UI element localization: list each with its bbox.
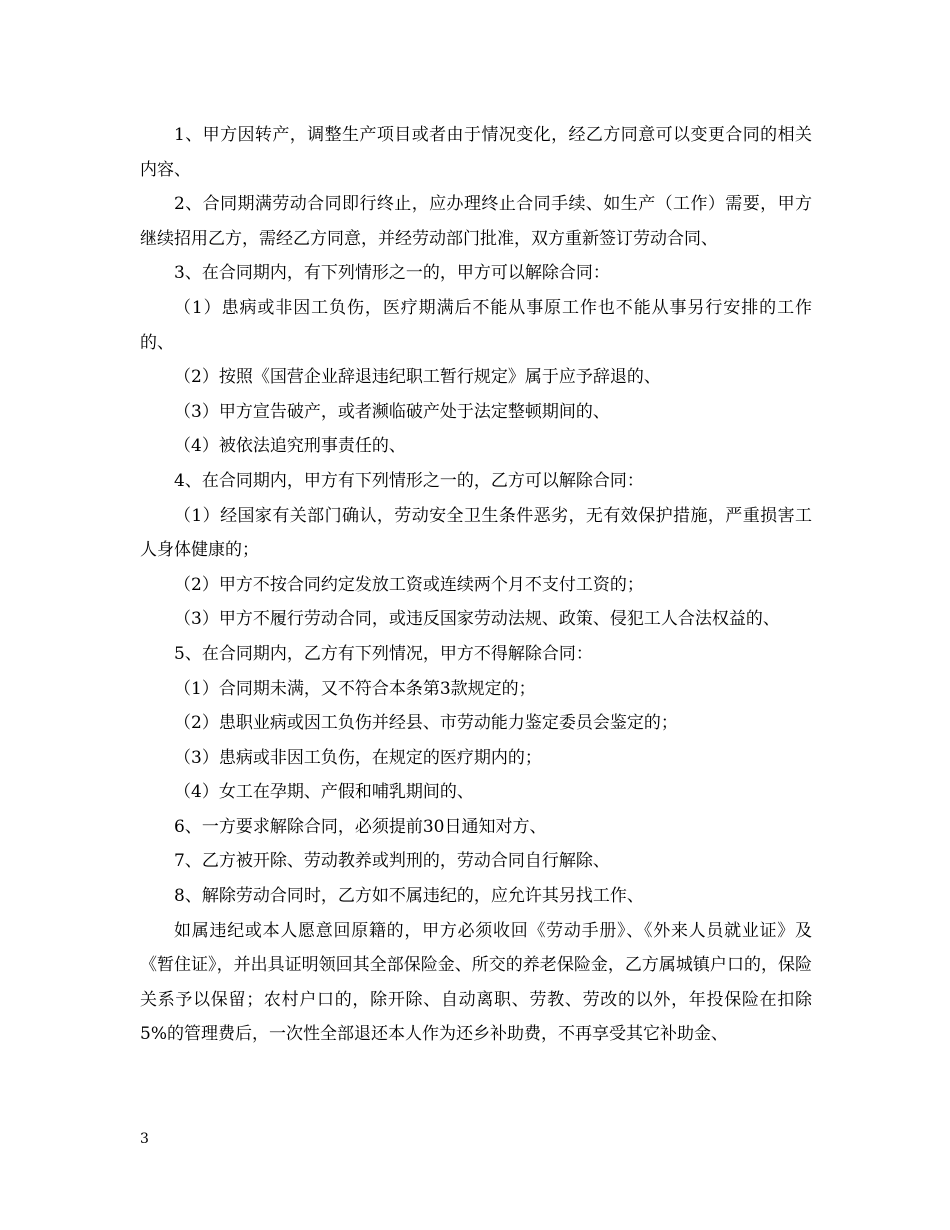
clause-3-item-2: （2）按照《国营企业辞退违纪职工暂行规定》属于应予辞退的、: [174, 367, 661, 388]
clause-2-paragraph: 2、合同期满劳动合同即行终止，应办理终止合同手续、如生产（工作）需要，甲方继续招用乙方，需经乙方同意，并经劳动部门批准，双方重新签订劳动合同、: [140, 194, 812, 249]
clause-5-item-1: （1）合同期未满，又不符合本条第3款规定的；: [174, 678, 536, 699]
violation-paragraph: 如属违纪或本人愿意回原籍的，甲方必须收回《劳动手册》、《外来人员就业证》及《暂住证》，并出具证明领回其全部保险金、所交的养老保险金，乙方属城镇户口的，保险关系予以保留；农村户口的，除开除、自动离职、劳教、劳改的以外，年投保险在扣除5%的管理费后，一次性全部退还本人作为还乡补助费，不再享受其它补助金、: [140, 920, 812, 1045]
clause-3-item-4: （4）被依法追究刑事责任的、: [174, 436, 406, 457]
clause-4-item-1: （1）经国家有关部门确认，劳动安全卫生条件恶劣，无有效保护措施，严重损害工人身体健康的；: [140, 505, 812, 561]
clause-8-paragraph: 8、解除劳动合同时，乙方如不属违纪的，应允许其另找工作、: [174, 886, 644, 907]
clause-4-item-2: （2）甲方不按合同约定发放工资或连续两个月不支付工资的；: [174, 574, 644, 595]
clause-5-paragraph: 5、在合同期内，乙方有下列情况，甲方不得解除合同：: [174, 643, 593, 664]
clause-4-paragraph: 4、在合同期内，甲方有下列情形之一的，乙方可以解除合同：: [174, 470, 644, 491]
clause-7-paragraph: 7、乙方被开除、劳动教养或判刑的，劳动合同自行解除、: [174, 851, 610, 872]
clause-5-item-4: （4）女工在孕期、产假和哺乳期间的、: [174, 782, 474, 803]
clause-3-item-1: （1）患病或非因工负伤，医疗期满后不能从事原工作也不能从事另行安排的工作的、: [140, 297, 812, 353]
document-body: [140, 118, 812, 1052]
clause-3-paragraph: 3、在合同期内，有下列情形之一的，甲方可以解除合同：: [174, 263, 610, 284]
clause-5-item-3: （3）患病或非因工负伤，在规定的医疗期内的；: [174, 747, 542, 768]
clause-1-paragraph: 1、甲方因转产，调整生产项目或者由于情况变化，经乙方同意可以变更合同的相关内容、: [140, 125, 812, 180]
clause-3-item-3: （3）甲方宣告破产，或者濒临破产处于法定整顿期间的、: [174, 401, 610, 422]
clause-5-item-2: （2）患职业病或因工负伤并经县、市劳动能力鉴定委员会鉴定的；: [174, 713, 678, 734]
clause-6-paragraph: 6、一方要求解除合同，必须提前30日通知对方、: [174, 816, 547, 837]
page-number: 3: [140, 1131, 149, 1147]
clause-4-item-3: （3）甲方不履行劳动合同，或违反国家劳动法规、政策、侵犯工人合法权益的、: [174, 609, 780, 630]
